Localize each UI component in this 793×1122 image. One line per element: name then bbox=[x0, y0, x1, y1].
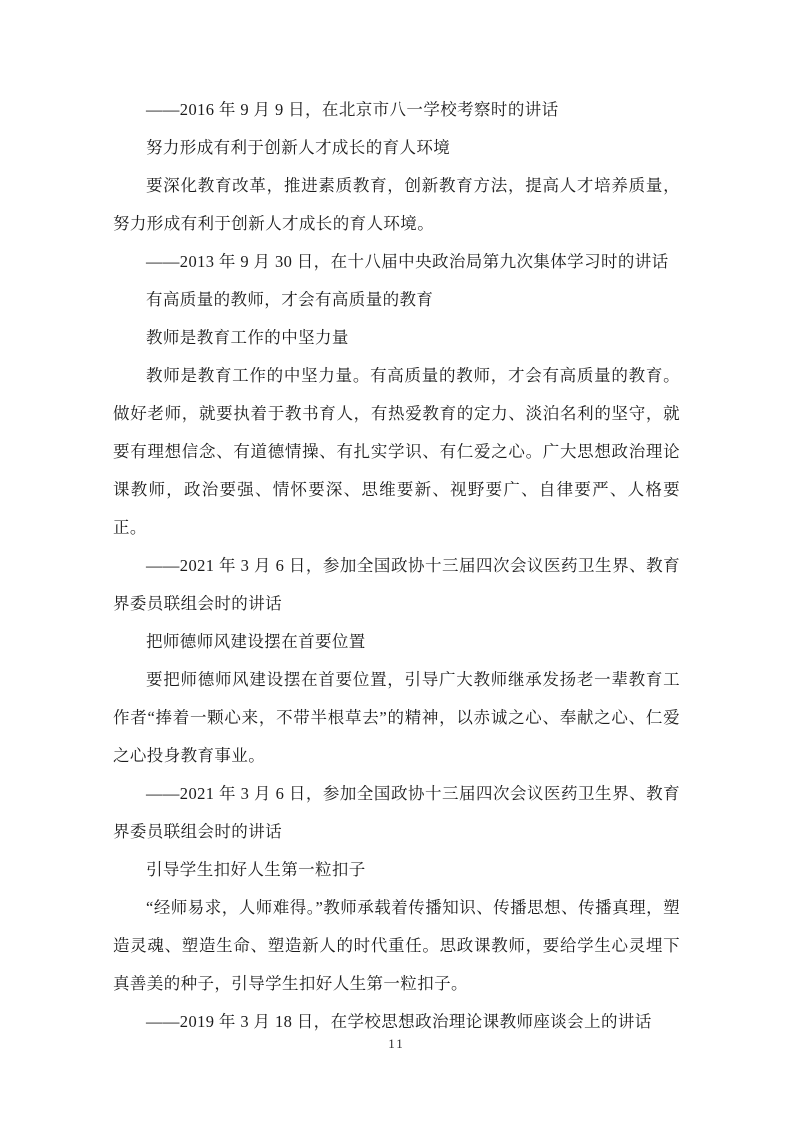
section-heading: 努力形成有利于创新人才成长的育人环境 bbox=[146, 138, 451, 157]
body-paragraph: 要把师德师风建设摆在首要位置，引导广大教师继承发扬老一辈教育工作者“捧着一颗心来，不带半根草去”的精神，以赤诚之心、奉献之心、仁爱之心投身教育事业。 bbox=[113, 670, 680, 765]
section-heading: 把师德师风建设摆在首要位置 bbox=[146, 632, 366, 651]
body-paragraph: 要深化教育改革，推进素质教育，创新教育方法，提高人才培养质量，努力形成有利于创新人才成长的育人环境。 bbox=[113, 176, 680, 233]
document-body bbox=[113, 91, 680, 1041]
section-heading: 有高质量的教师，才会有高质量的教育 bbox=[146, 290, 434, 309]
page-number: 11 bbox=[388, 1036, 405, 1051]
attribution-line: ——2013 年 9 月 30 日，在十八届中央政治局第九次集体学习时的讲话 bbox=[146, 252, 669, 271]
section-heading: 教师是教育工作的中坚力量 bbox=[146, 328, 349, 347]
attribution-line: ——2021 年 3 月 6 日，参加全国政协十三届四次会议医药卫生界、教育界委员联组会时的讲话 bbox=[113, 556, 680, 613]
attribution-line: ——2021 年 3 月 6 日，参加全国政协十三届四次会议医药卫生界、教育界委员联组会时的讲话 bbox=[113, 784, 680, 841]
section-heading: 引导学生扣好人生第一粒扣子 bbox=[146, 860, 366, 879]
attribution-line: ——2019 年 3 月 18 日，在学校思想政治理论课教师座谈会上的讲话 bbox=[146, 1012, 652, 1031]
body-paragraph: 教师是教育工作的中坚力量。有高质量的教师，才会有高质量的教育。做好老师，就要执着于教书育人，有热爱教育的定力、淡泊名利的坚守，就要有理想信念、有道德情操、有扎实学识、有仁爱之心。广大思想政治理论课教师，政治要强、情怀要深、思维要新、视野要广、自律要严、人格要正。 bbox=[113, 366, 680, 537]
body-paragraph: “经师易求，人师难得。”教师承载着传播知识、传播思想、传播真理，塑造灵魂、塑造生命、塑造新人的时代重任。思政课教师，要给学生心灵埋下真善美的种子，引导学生扣好人生第一粒扣子。 bbox=[113, 898, 680, 993]
attribution-line: ——2016 年 9 月 9 日，在北京市八一学校考察时的讲话 bbox=[146, 100, 559, 119]
